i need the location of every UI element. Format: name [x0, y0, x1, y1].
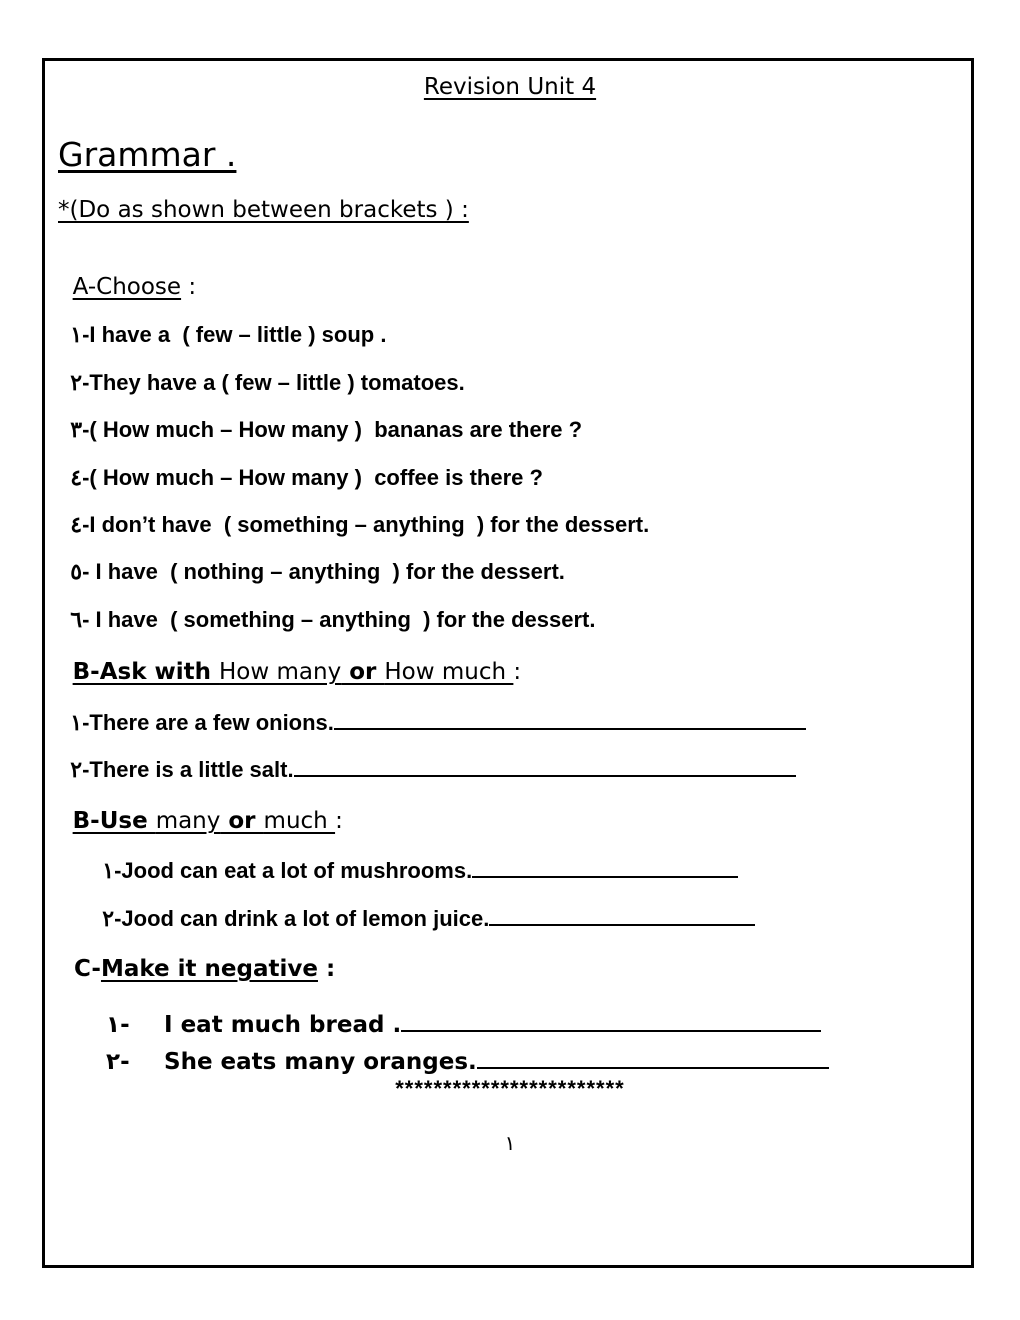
- part-b-ask-item-1: [58, 688, 806, 734]
- part-a-colon: :: [181, 274, 197, 300]
- label-text: or: [341, 659, 385, 685]
- part-c-heading: [58, 935, 335, 981]
- item-text: -Jood can eat a lot of mushrooms.: [114, 858, 473, 883]
- part-a-item-2: [58, 350, 465, 394]
- item-number: ١: [70, 322, 83, 347]
- item-number: ١: [102, 858, 115, 883]
- part-a-heading: [58, 253, 196, 299]
- answer-blank[interactable]: [477, 1049, 829, 1069]
- item-text: -There is a little salt.: [82, 757, 294, 782]
- label-text: many: [155, 808, 221, 834]
- worksheet-title: Revision Unit 4: [423, 74, 597, 100]
- label-text: B-Ask with: [72, 659, 220, 685]
- part-a-item-6: [58, 539, 565, 583]
- part-b-use-colon: :: [335, 808, 343, 834]
- instruction-text: *(Do as shown between brackets ) :: [58, 197, 469, 223]
- item-text: -( How much – How many ) coffee is there ?: [82, 465, 543, 490]
- label-text: much: [263, 808, 336, 834]
- part-a-item-4: [58, 445, 543, 489]
- item-number: ٦: [70, 607, 83, 632]
- section-heading-grammar: Grammar .: [58, 135, 237, 174]
- answer-blank[interactable]: [489, 906, 755, 926]
- item-text: -They have a ( few – little ) tomatoes.: [82, 370, 465, 395]
- label-text: or: [220, 808, 264, 834]
- item-text: -I have a ( few – little ) soup .: [82, 322, 387, 347]
- answer-blank[interactable]: [294, 757, 796, 777]
- item-number: ٢: [70, 757, 83, 782]
- item-number: ١: [70, 710, 83, 735]
- divider-stars: ************************: [395, 1076, 625, 1101]
- item-number: ٣: [70, 417, 83, 442]
- item-text: -( How much – How many ) bananas are there ?: [82, 417, 583, 442]
- answer-blank[interactable]: [334, 710, 806, 730]
- part-a-item-1: [58, 302, 386, 346]
- part-c-label: Make it negative: [100, 956, 318, 982]
- item-number: ٤: [70, 512, 83, 537]
- part-b-use-label: [73, 808, 335, 834]
- item-text: - I have ( something – anything ) for the dessert.: [82, 607, 596, 632]
- item-number: ٥: [70, 559, 83, 584]
- label-text: B-Use: [72, 808, 156, 834]
- item-text: -I don’t have ( something – anything ) for the dessert.: [82, 512, 650, 537]
- item-text: - I have ( nothing – anything ) for the dessert.: [82, 559, 565, 584]
- part-a-item-3: [58, 397, 582, 441]
- part-b-ask-colon: :: [513, 659, 522, 685]
- part-a-label: A-Choose: [72, 274, 182, 300]
- item-text: I eat much bread .: [164, 1012, 402, 1038]
- item-number: ٢: [102, 906, 115, 931]
- part-a-item-5: [58, 492, 649, 536]
- answer-blank[interactable]: [472, 858, 738, 878]
- part-c-prefix: C-: [74, 956, 101, 982]
- part-a-item-7: [58, 587, 595, 631]
- label-text: How much: [384, 659, 514, 685]
- item-number: ١-: [106, 1012, 130, 1038]
- part-c-item-2: [90, 1026, 829, 1074]
- item-number: ٢: [70, 370, 83, 395]
- item-number: ٢-: [106, 1049, 130, 1075]
- item-text: -Jood can drink a lot of lemon juice.: [114, 906, 490, 931]
- part-b-ask-label: [73, 659, 514, 685]
- part-b-use-item-1: [90, 836, 738, 882]
- item-text: She eats many oranges.: [164, 1049, 477, 1075]
- part-b-use-item-2: [90, 884, 755, 930]
- part-b-use-heading: [58, 787, 343, 833]
- part-b-ask-item-2: [58, 735, 796, 781]
- item-text: -There are a few onions.: [82, 710, 334, 735]
- page-number: ١: [504, 1133, 516, 1155]
- part-b-ask-heading: [58, 638, 521, 684]
- label-text: How many: [219, 659, 342, 685]
- part-c-colon: :: [317, 956, 336, 982]
- item-number: ٤: [70, 465, 83, 490]
